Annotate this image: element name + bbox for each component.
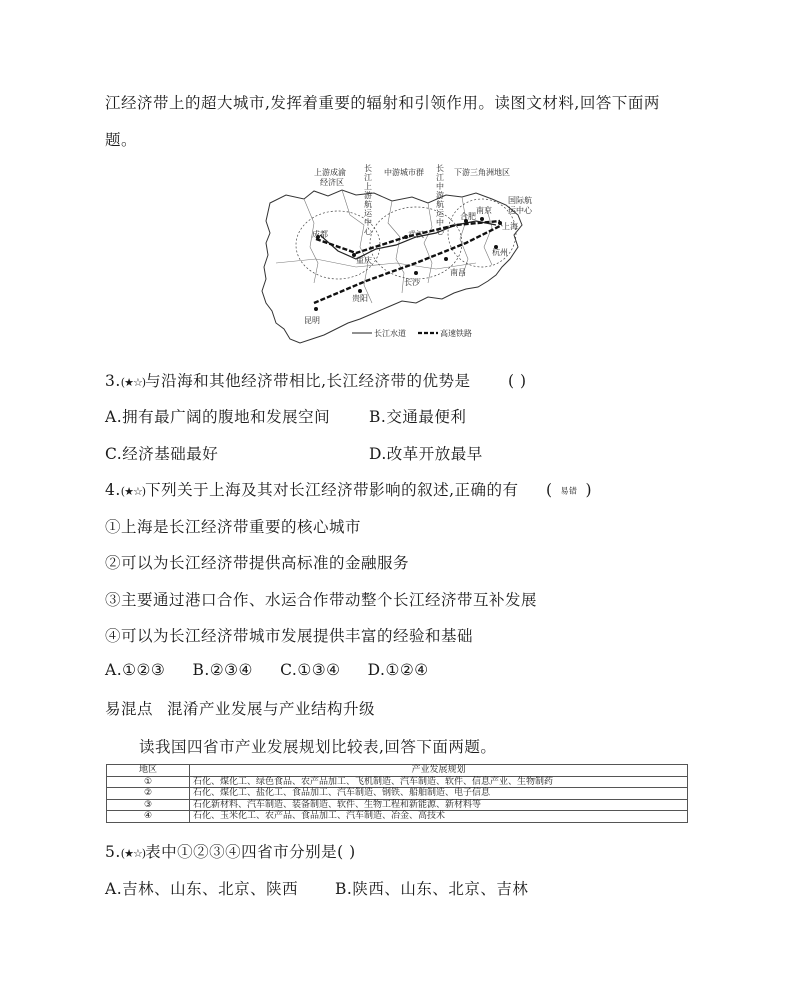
svg-text:航: 航 xyxy=(436,200,444,209)
question-3 xyxy=(105,369,527,391)
q5-number: 5. xyxy=(105,843,121,861)
label-chengdu: 成都 xyxy=(312,230,328,239)
q5-answer-blank: ( ) xyxy=(337,843,356,861)
legend-railway: 高速铁路 xyxy=(440,329,472,338)
table-cell-region: ① xyxy=(107,776,190,788)
q4-text: 下列关于上海及其对长江经济带影响的叙述,正确的有 xyxy=(145,481,519,499)
svg-text:航: 航 xyxy=(364,200,372,209)
label-kunming: 昆明 xyxy=(304,316,320,325)
label-nanjing: 南京 xyxy=(476,206,492,215)
q3-answer-blank: ( ) xyxy=(507,372,527,390)
table-header-row xyxy=(107,765,688,777)
svg-text:心: 心 xyxy=(364,227,372,236)
table-cell-region: ④ xyxy=(107,811,190,823)
q4-paren-close: ) xyxy=(585,481,593,499)
q5-text: 表中①②③④四省市分别是 xyxy=(145,843,338,861)
yangtze-economic-belt-map xyxy=(256,163,540,353)
intro-line-1: 江经济带上的超大城市,发挥着重要的辐射和引领作用。读图文材料,回答下面两 xyxy=(105,94,660,112)
label-chongqing: 重庆 xyxy=(356,256,372,265)
svg-text:上: 上 xyxy=(364,182,372,191)
q4-number: 4. xyxy=(105,481,121,499)
svg-text:游: 游 xyxy=(436,191,444,200)
q3-options-row-1 xyxy=(105,405,467,427)
label-upstream-2: 经济区 xyxy=(320,178,344,187)
label-upper-center xyxy=(364,164,373,236)
svg-text:江: 江 xyxy=(436,173,444,182)
q3-option-d: D.改革开放最早 xyxy=(369,445,483,463)
q3-options-row-2 xyxy=(105,442,483,464)
label-hangzhou: 杭州 xyxy=(492,248,508,257)
table-header-region: 地区 xyxy=(107,765,190,777)
label-wuhan: 武汉 xyxy=(408,230,424,239)
table-cell-plan: 石化、煤化工、盐化工、食品加工、汽车制造、钢铁、船舶制造、电子信息 xyxy=(190,788,688,800)
label-downstream: 下游三角洲地区 xyxy=(454,168,510,177)
label-upstream-1: 上游成渝 xyxy=(314,168,346,177)
q4-item-3: ③主要通过港口合作、水运合作带动整个长江经济带互补发展 xyxy=(105,591,538,609)
svg-text:运: 运 xyxy=(436,209,444,218)
q4-error-prone-tag: 易错 xyxy=(560,486,578,496)
table-cell-plan: 石化、玉米化工、农产品、食品加工、汽车制造、冶金、高技术 xyxy=(190,811,688,823)
table-intro: 读我国四省市产业发展规划比较表,回答下面两题。 xyxy=(139,738,497,756)
svg-text:中: 中 xyxy=(436,182,444,191)
q3-option-b: B.交通最便利 xyxy=(369,408,467,426)
q5-difficulty: (★☆) xyxy=(120,847,146,860)
q3-option-a: A.拥有最广阔的腹地和发展空间 xyxy=(105,408,331,426)
q4-item-4: ④可以为长江经济带城市发展提供丰富的经验和基础 xyxy=(105,627,474,645)
table-row xyxy=(107,776,688,788)
question-4 xyxy=(105,478,592,500)
table-cell-plan: 石化、煤化工、绿色食品、农产品加工、飞机制造、汽车制造、软件、信息产业、生物制药 xyxy=(190,776,688,788)
confusion-label: 易混点 xyxy=(105,700,154,718)
q5-option-b: B.陕西、山东、北京、吉林 xyxy=(335,880,529,898)
question-5 xyxy=(105,840,356,862)
label-shanghai: 上海 xyxy=(502,222,518,231)
label-midstream: 中游城市群 xyxy=(384,168,424,177)
table-row xyxy=(107,811,688,823)
label-nanchang: 南昌 xyxy=(450,268,466,277)
table-cell-plan: 石化新材料、汽车制造、装备制造、软件、生物工程和新能源、新材料等 xyxy=(190,799,688,811)
table-row xyxy=(107,799,688,811)
q5-options xyxy=(105,877,529,899)
q3-text: 与沿海和其他经济带相比,长江经济带的优势是 xyxy=(145,372,471,390)
table-cell-region: ② xyxy=(107,788,190,800)
intro-line-2: 题。 xyxy=(105,131,138,149)
q5-option-a: A.吉林、山东、北京、陕西 xyxy=(105,880,299,898)
svg-text:长: 长 xyxy=(364,164,372,173)
q3-option-c: C.经济基础最好 xyxy=(105,445,219,463)
svg-text:江: 江 xyxy=(364,173,372,182)
svg-text:运: 运 xyxy=(364,209,372,218)
q4-difficulty: (★☆) xyxy=(120,485,146,498)
label-intl-2: 运中心 xyxy=(508,206,532,215)
table-cell-region: ③ xyxy=(107,799,190,811)
table-header-plan: 产业发展规划 xyxy=(190,765,688,777)
q4-item-2: ②可以为长江经济带提供高标准的金融服务 xyxy=(105,554,410,572)
confusion-title: 混淆产业发展与产业结构升级 xyxy=(167,700,376,718)
q4-paren-open: ( xyxy=(545,481,553,499)
label-guiyang: 贵阳 xyxy=(352,294,368,303)
industry-plan-table xyxy=(106,764,688,823)
table-row xyxy=(107,788,688,800)
label-mid-center xyxy=(436,164,445,236)
svg-text:心: 心 xyxy=(436,227,444,236)
label-hefei: 合肥 xyxy=(460,212,476,221)
label-changsha: 长沙 xyxy=(404,278,420,287)
q4-options: A.①②③ B.②③④ C.①③④ D.①②④ xyxy=(105,661,429,679)
label-intl-1: 国际航 xyxy=(508,196,532,205)
q4-item-1: ①上海是长江经济带重要的核心城市 xyxy=(105,518,362,536)
svg-text:游: 游 xyxy=(364,191,372,200)
svg-text:中: 中 xyxy=(364,218,372,227)
q3-difficulty: (★☆) xyxy=(120,376,146,389)
svg-text:中: 中 xyxy=(436,218,444,227)
svg-text:长: 长 xyxy=(436,164,444,173)
confusion-point xyxy=(105,697,375,719)
q3-number: 3. xyxy=(105,372,121,390)
legend-waterway: 长江水道 xyxy=(374,329,406,338)
